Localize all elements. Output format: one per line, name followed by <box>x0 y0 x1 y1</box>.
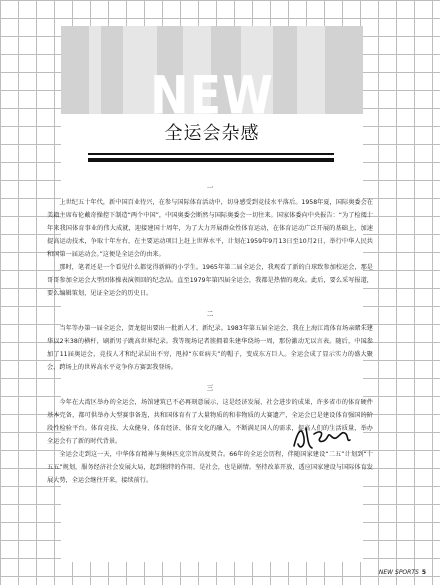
title-rule-thick <box>88 158 334 162</box>
signature-icon <box>290 420 352 454</box>
paragraph: 当年等办第一届全运会，贺龙提出要出一批新人才、新纪录。1983年第五届全运会，我在上海江湾体育场亲睹朱建华以2米38的横杆，刷新男子跳高世界纪录。我等现场记者簇拥着朱建华绕场一周，那份激动无以言表。随后，中国参加了11届奥运会，竞技人才和纪录层出不穷，甩掉“东亚病夫”的帽子，变成东方巨人。全运会成了显示实力的盛大聚会，跨场上的世界高水平竞争你方赛罢我登场。 <box>47 325 373 371</box>
page-number: 5 <box>421 569 426 576</box>
paragraph: 全运会走到这一天，中华体育精神与奥林匹克宗旨高度契合。66年的全运会历程，伴随国家建设“二五”计划到“十五五”规划，服务经济社会发展大局，起到独特的作用，是社会，也是剧情。坚持改革开放，透应国家建设与国际体育发展大势，全运会继往开来，接续前行。 <box>47 451 373 484</box>
section-number: 三 <box>206 384 214 392</box>
paragraph: 上世纪五十年代，新中国百业待兴，在参与国际体育活动中，切身感受到竞技水平落后。1958年夏，国际奥委会在美籍主席布伦戴奇操控下制造“两个中国”，中国奥委会断然与国际奥委会一切往来。国家体委向中央报告：“为了检阅十年来我国体育事业的伟大成就，迎接建国十周年，为了大力开展群众性体育运动，在体育运动广泛开展的基础上，加速提高运动技术，争取十年左右，在主要运动项目上赶上世界水平，计划在1959年9月13日至10月2日，举行中华人民共和国第一届运动会。”这便是全运会的由来。 <box>47 199 373 258</box>
section-number: 一 <box>206 184 214 192</box>
article-title: 全运会杂感 <box>164 123 260 144</box>
banner-title: NEW <box>150 64 274 114</box>
page-footer <box>379 569 426 576</box>
paragraph: 那时，笔者还是一个看见什么都觉得新鲜的小学生。1965年第二届全运会，我观看了新的白球致参加校运会，那是哥哥参加全运会大型团体操表演领回的纪念品。直至1979年第四届全运会，我都是热情的观众。此后，要么采写报道，要么编辑策划，见证全运会的历史日。 <box>47 264 373 297</box>
section-number: 二 <box>206 310 214 318</box>
section-1 <box>47 182 373 300</box>
section-2 <box>47 308 373 374</box>
paragraph: 今年在大湾区举办的全运会，场馆建筑已不必再刻意展示，这是经济发展、社会进步的成果，许多省市的体育硬件基本完备，都可供举办大型赛事备选，共和国体育有了大量物质的和非物质的大赛遗产，全运会已是建设体育强国的阶段性检验平台。体育竞技、大众健身、体育经济、体育文化的融入，不断满足国人的需求，提高人们的生活质量，举办全运会有了新的时代背景。 <box>47 399 373 445</box>
title-rule <box>88 153 334 155</box>
magazine-name: NEW SPORTS <box>378 569 419 576</box>
banner <box>61 26 363 114</box>
